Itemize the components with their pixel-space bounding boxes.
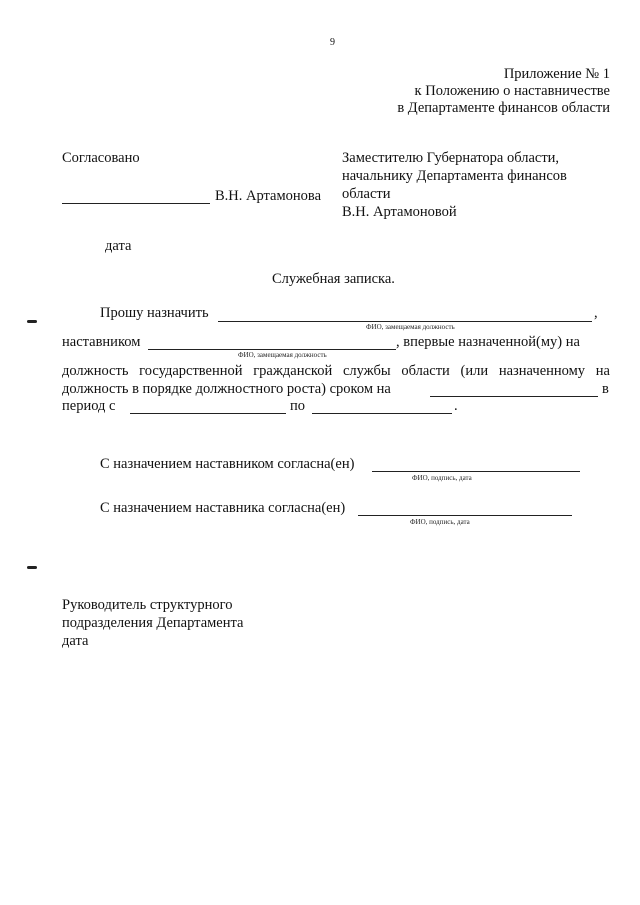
footer-line-1: Руководитель структурного [62, 597, 233, 613]
term-field[interactable] [430, 396, 598, 397]
request-label: Прошу назначить [100, 305, 209, 321]
mentor-field[interactable] [148, 349, 396, 350]
consent-mentor-label: С назначением наставником согласна(ен) [100, 456, 355, 472]
position-text-word: государственной [139, 363, 243, 379]
appendix-line-1: Приложение № 1 [503, 66, 610, 82]
appendix-line-3: в Департаменте финансов области [397, 100, 610, 116]
mentor-label: наставником [62, 334, 141, 350]
position-text-word: должность [62, 363, 129, 379]
approval-signer: В.Н. Артамонова [215, 188, 322, 204]
position-text-line [62, 363, 610, 380]
candidate-field[interactable] [218, 321, 592, 322]
term-suffix: в [602, 381, 609, 397]
period-end-field[interactable] [312, 413, 452, 414]
footer-line-2: подразделения Департамента [62, 615, 244, 631]
first-appointed-text: , впервые назначенной(му) на [396, 334, 580, 350]
appendix-line-2: к Положению о наставничестве [414, 83, 610, 99]
consent-mentee-field[interactable] [358, 515, 572, 516]
consent-mentee-label: С назначением наставника согласна(ен) [100, 500, 346, 516]
addressee-line-1: Заместителю Губернатора области, [342, 150, 560, 166]
period-start-field[interactable] [130, 413, 286, 414]
position-text-word: гражданской [253, 363, 333, 379]
position-text-word: (или [460, 363, 489, 379]
punch-mark [27, 320, 37, 323]
approval-date-label: дата [105, 238, 132, 254]
addressee-line-3: области [342, 186, 391, 202]
page-number: 9 [330, 37, 335, 48]
position-text-word: области [401, 363, 450, 379]
addressee-line-2: начальнику Департамента финансов [342, 168, 567, 184]
period-end-dot: . [454, 398, 458, 414]
period-to-label: по [290, 398, 306, 414]
approval-label: Согласовано [62, 150, 140, 166]
period-label: период с [62, 398, 116, 414]
consent-mentor-field[interactable] [372, 471, 580, 472]
punch-mark [27, 566, 37, 569]
candidate-caption: ФИО, замещаемая должность [366, 323, 455, 331]
position-text-word: службы [342, 363, 391, 379]
approval-signature-line [62, 203, 210, 204]
consent-mentee-caption: ФИО, подпись, дата [410, 518, 470, 526]
consent-mentor-caption: ФИО, подпись, дата [412, 474, 472, 482]
mentor-caption: ФИО, замещаемая должность [238, 351, 327, 359]
footer-date-label: дата [62, 633, 89, 649]
document-title: Служебная записка. [272, 271, 395, 287]
position-growth-text: должность в порядке должностного роста) сроком на [62, 381, 391, 397]
position-text-word: назначенному [498, 363, 586, 379]
position-text-word: на [595, 363, 610, 379]
addressee-line-4: В.Н. Артамоновой [342, 204, 457, 220]
candidate-comma: , [594, 305, 598, 321]
